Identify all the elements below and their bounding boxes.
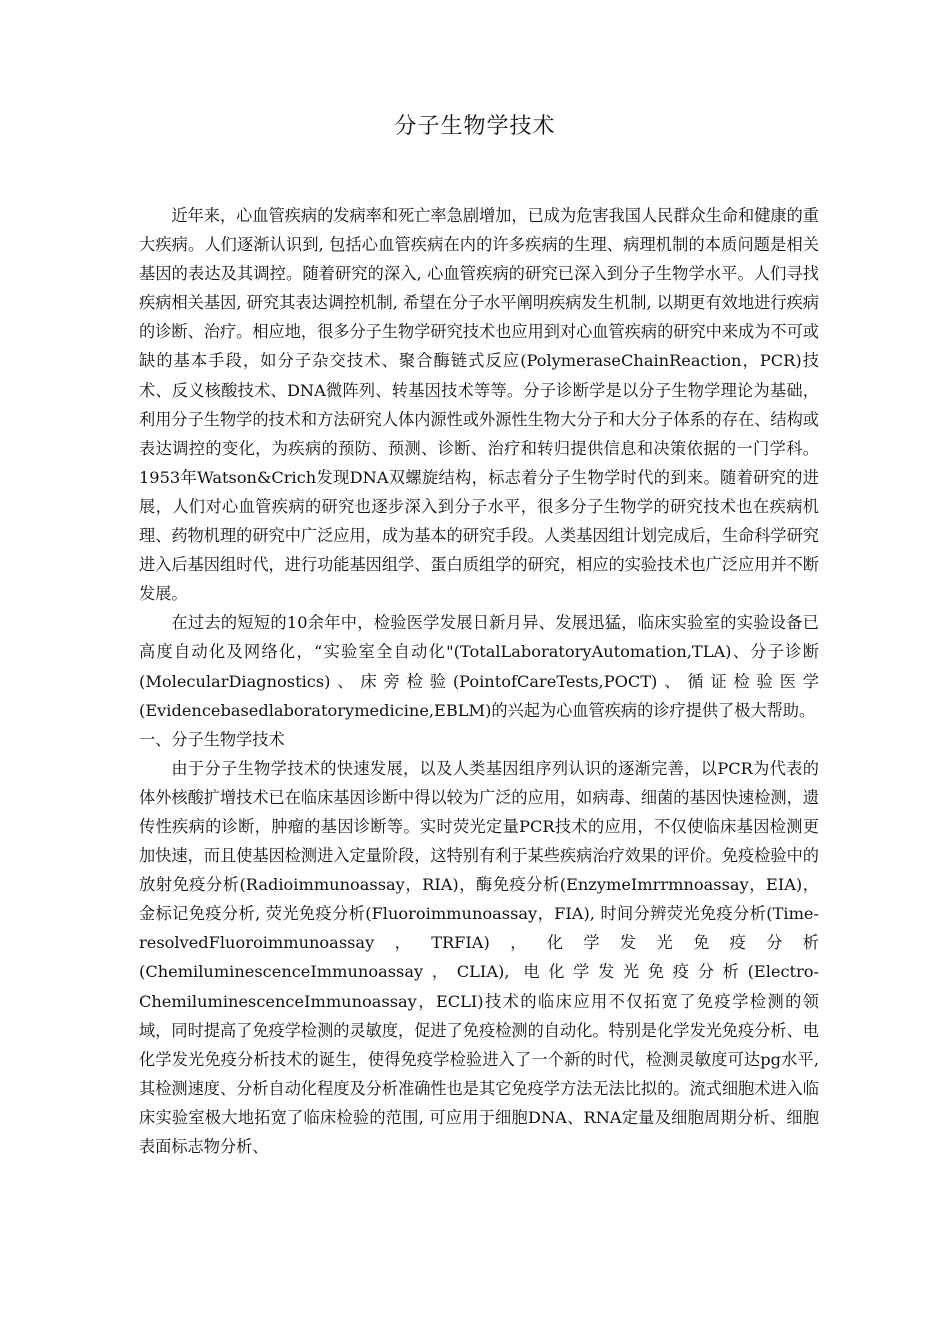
document-title: 分子生物学技术 xyxy=(394,114,556,139)
section-heading: 一、分子生物学技术 xyxy=(139,729,285,749)
document-body xyxy=(139,201,819,1161)
paragraph-molecular-techniques: 由于分子生物学技术的快速发展，以及人类基因组序列认识的逐渐完善，以PCR为代表的体外核酸扩增技术已在临床基因诊断中得以较为广泛的应用，如病毒、细菌的基因快速检测，遗传性疾病的诊断，肿瘤的基因诊断等。实时荧光定量PCR技术的应用，不仅使临床基因检测更加快速，而且使基因检测进入定量阶段，这特别有利于某些疾病治疗效果的评价。免疫检验中的放射免疫分析(Radioimmunoassay，RIA)，酶免疫分析(EnzymeImrrmnoassay，EIA)，金标记免疫分析, 荧光免疫分析(Fluoroimmunoassay，FIA), 时间分辨荧光免疫分析(Time-resolvedFluoroimmunoassay，TRFIA)，化学发光免疫分析(ChemiluminescenceImmunoassay，CLIA), 电化学发光免疫分析(Electro-ChemiluminescenceImmunoassay，ECLI)技术的临床应用不仅拓宽了免疫学检测的领域，同时提高了免疫学检测的灵敏度，促进了免疫检测的自动化。特别是化学发光免疫分析、电化学发光免疫分析技术的诞生，使得免疫学检验进入了一个新的时代，检测灵敏度可达pg水平, 其检测速度、分析自动化程度及分析准确性也是其它免疫学方法无法比拟的。流式细胞术进入临床实验室极大地拓宽了临床检验的范围, 可应用于细胞DNA、RNA定量及细胞周期分析、细胞表面标志物分析、 xyxy=(139,758,819,1156)
paragraph-intro: 近年来，心血管疾病的发病率和死亡率急剧增加，已成为危害我国人民群众生命和健康的重大疾病。人们逐渐认识到, 包括心血管疾病在内的许多疾病的生理、病理机制的本质问题是相关基因的表达及其调控。随着研究的深入, 心血管疾病的研究已深入到分子生物学水平。人们寻找疾病相关基因, 研究其表达调控机制, 希望在分子水平阐明疾病发生机制, 以期更有效地进行疾病的诊断、治疗。相应地，很多分子生物学研究技术也应用到对心血管疾病的研究中来成为不可或缺的基本手段，如分子杂交技术、聚合酶链式反应(PolymeraseChainReaction，PCR)技术、反义核酸技术、DNA微阵列、转基因技术等等。分子诊断学是以分子生物学理论为基础，利用分子生物学的技术和方法研究人体内源性或外源性生物大分子和大分子体系的存在、结构或表达调控的变化，为疾病的预防、预测、诊断、治疗和转归提供信息和决策依据的一门学科。1953年Watson&Crich发现DNA双螺旋结构，标志着分子生物学时代的到来。随着研究的进展，人们对心血管疾病的研究也逐步深入到分子水平，很多分子生物学的研究技术也在疾病机理、药物机理的研究中广泛应用，成为基本的研究手段。人类基因组计划完成后，生命科学研究进入后基因组时代，进行功能基因组学、蛋白质组学的研究，相应的实验技术也广泛应用并不断发展。 xyxy=(139,206,819,604)
paragraph-lab-automation: 在过去的短短的10余年中，检验医学发展日新月异、发展迅猛，临床实验室的实验设备已高度自动化及网络化，“实验室全自动化"(TotalLaboratoryAutomation,TLA)、分子诊断(MolecularDiagnostics)、床旁检验(PointofCareTests,POCT)、循证检验医学(Evidencebasedlaboratorymedicine,EBLM)的兴起为心血管疾病的诊疗提供了极大帮助。 xyxy=(139,613,819,720)
